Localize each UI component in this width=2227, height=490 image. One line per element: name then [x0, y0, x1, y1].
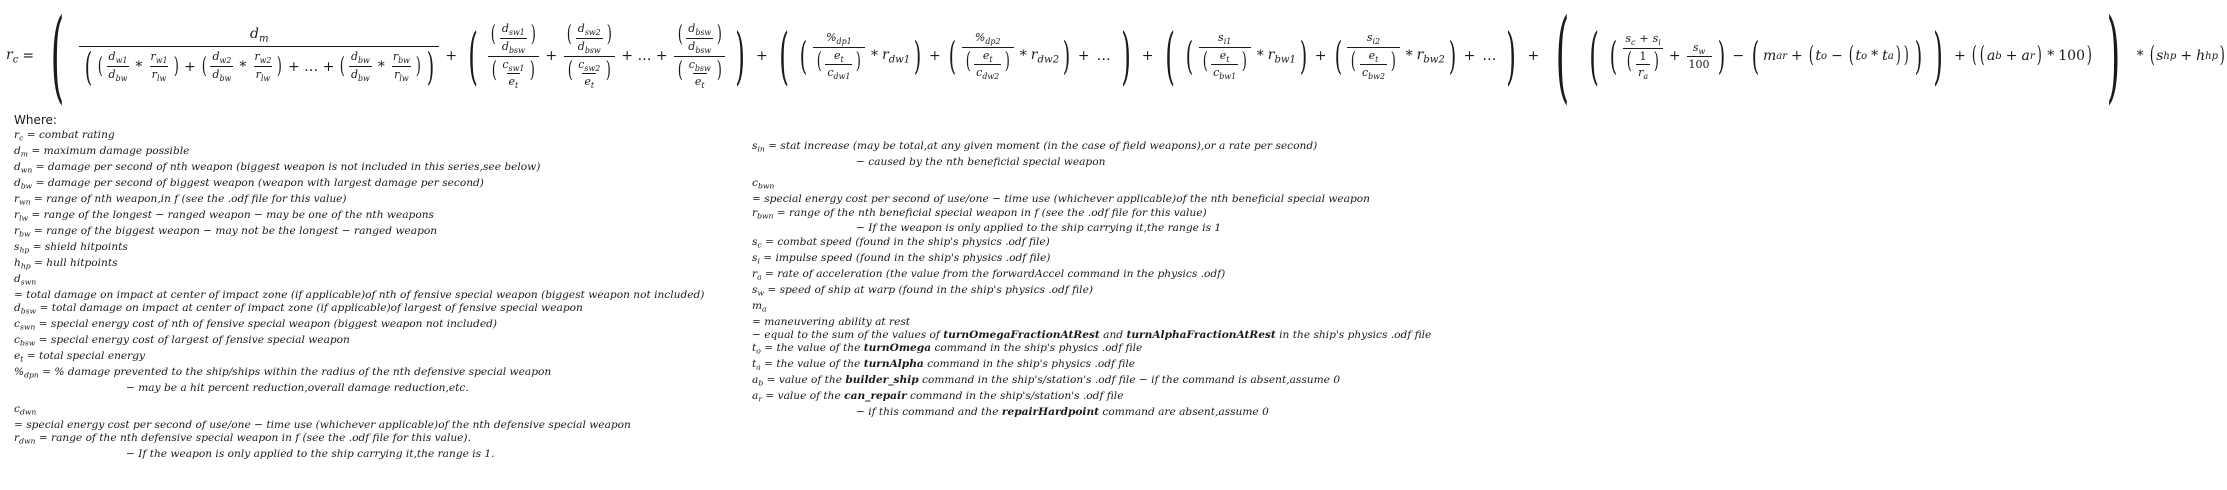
- definition-line: $d_{wn}$ = damage per second of nth weapon (biggest weapon is not included in this series,see below): [14, 161, 541, 175]
- definition-line: = total damage on impact at center of impact zone (if applicable)of nth of fensive special weapon (biggest weapon not included): [14, 288, 705, 301]
- def-ra: $r_a$ = rate of acceleration (the value from the forwardAccel command in the physics .odf): [752, 267, 1226, 282]
- def-sin-cont: − caused by the nth beneficial special weapon: [856, 155, 1106, 168]
- def-rdwn: $r_{dwn}$ = range of the nth defensive special weapon in f (see the .odf file for this value).: [14, 432, 471, 447]
- definition-line: $c_{bsw}$ = special energy cost of largest of fensive special weapon: [14, 334, 350, 348]
- equals-sign: =: [22, 48, 35, 64]
- where-label: Where:: [14, 113, 57, 127]
- defensive-fraction-1: $\%_{dp1}$ ( $\frac{e_t}{c_{dw1}}$ ): [813, 31, 865, 81]
- definition-line: $r_c$ = combat rating: [14, 129, 115, 143]
- def-rbwn-cont: − If the weapon is only applied to the ship carrying it,the range is 1: [856, 222, 1222, 235]
- definitions-left: [14, 114, 744, 462]
- def-ma-cont: − equal to the sum of the values of turnOmegaFractionAtRest and turnAlphaFractionAtRest in the ship's physics .odf file: [752, 328, 1432, 341]
- definition-line: $d_{bw}$ = damage per second of biggest weapon (weapon with largest damage per second): [14, 177, 484, 191]
- def-ar-cont: − if this command and the repairHardpoint command are absent,assume 0: [856, 405, 1269, 418]
- definition-line: $r_{lw}$ = range of the longest − ranged weapon − may be one of the nth weapons: [14, 209, 434, 223]
- def-to: $t_o$ = the value of the turnOmega command in the ship's physics .odf file: [752, 342, 1143, 356]
- definition-line: $\%_{dpn}$ = % damage prevented to the ship/ships within the radius of the nth defensive special weapon: [14, 365, 552, 380]
- definition-line: $d_{bsw}$ = total damage on impact at center of impact zone (if applicable)of largest of fensive special weapon: [14, 302, 583, 316]
- definition-line: $d_{swn}$: [14, 272, 37, 287]
- definition-line: $d_m$ = maximum damage possible: [14, 145, 190, 159]
- warp-fraction: $\frac{s_w}{100}$: [1688, 40, 1710, 72]
- definition-line: $c_{swn}$ = special energy cost of nth of fensive special weapon (biggest weapon not included): [14, 318, 498, 332]
- definition-line: $r_{wn}$ = range of nth weapon,in f (see the .odf file for this value): [14, 193, 347, 207]
- def-ma-text: = maneuvering ability at rest: [752, 315, 911, 328]
- speed-fraction: $s_c + s_i$ ( $\frac{1}{r_a}$ ): [1625, 31, 1661, 81]
- def-ar: $a_r$ = value of the can_repair command in the ship's/station's .odf file: [752, 389, 1124, 404]
- def-ab: $a_b$ = value of the builder_ship command in the ship's/station's .odf file − if the command is absent,assume 0: [752, 374, 1341, 388]
- offensive-special-fraction-2: ( $\frac{d_{sw2}}{d_{bsw}}$ ) ( $\frac{c_{sw2}}{e_t}$ ): [563, 22, 615, 90]
- definition-line: $e_t$ = total special energy: [14, 349, 146, 364]
- definition-line: $r_{bw}$ = range of the biggest weapon − may not be the longest − ranged weapon: [14, 225, 438, 239]
- left-definition-list: [14, 129, 744, 382]
- defensive-fraction-2: $\%_{dp2}$ ( $\frac{e_t}{c_{dw2}}$ ): [962, 31, 1014, 81]
- definitions-right: [752, 140, 1892, 419]
- def-ma: $m_a$: [752, 299, 767, 314]
- def-rbwn: $r_{bwn}$ = range of the nth beneficial special weapon in f (see the .odf file for this value): [752, 206, 1207, 221]
- def-sw: $s_w$ = speed of ship at warp (found in the ship's physics .odf file): [752, 283, 1093, 298]
- damage-fraction: $d_m$ ( ( $\frac{d_{w1}}{d_{bw}}$ * $\frac{r_{w1}}{r_{lw}}$ ) + ( $\frac{d_{w2}}{d_{bw}}$ * $\frac{r_{w2}}{r_{lw}}$ ) + … + ( $\frac{d_{bw}}{d_{bw}}$ * $\frac{r_{bw}}{r_{lw}}$ ) ): [79, 26, 439, 86]
- lhs: $r_c$: [6, 46, 19, 66]
- def-cbwn-text: = special energy cost per second of use/one − time use (whichever applicable)of the nth beneficial special weapon: [752, 193, 1370, 206]
- def-ta: $t_a$ = the value of the turnAlpha command in the ship's physics .odf file: [752, 358, 1135, 372]
- beneficial-fraction-2: $s_{i2}$ ( $\frac{e_t}{c_{bw2}}$ ): [1347, 31, 1399, 81]
- def-cdwn: $c_{dwn}$: [14, 403, 37, 417]
- def-sc: $s_c$ = combat speed (found in the ship's physics .odf file): [752, 235, 1050, 250]
- def-si: $s_i$ = impulse speed (found in the ship's physics .odf file): [752, 251, 1051, 266]
- def-sin: $s_{in}$ = stat increase (may be total,at any given moment (in the case of field weapons),or a rate per second): [752, 140, 1318, 154]
- beneficial-fraction-1: $s_{i1}$ ( $\frac{e_t}{c_{bw1}}$ ): [1199, 31, 1251, 81]
- defensive-note: − may be a hit percent reduction,overall damage reduction,etc.: [126, 381, 469, 394]
- def-cbwn: $c_{bwn}$: [752, 177, 775, 191]
- definition-line: $s_{hp}$ = shield hitpoints: [14, 240, 128, 255]
- definition-line: $h_{hp}$ = hull hitpoints: [14, 256, 118, 271]
- offensive-special-fraction-1: ( $\frac{d_{sw1}}{d_{bsw}}$ ) ( $\frac{c_{sw1}}{e_t}$ ): [487, 22, 539, 90]
- offensive-special-fraction-biggest: ( $\frac{d_{bsw}}{d_{bsw}}$ ) ( $\frac{c_{bsw}}{e_t}$ ): [674, 22, 726, 90]
- def-rdwn-note: − If the weapon is only applied to the ship carrying it,the range is 1.: [126, 448, 495, 461]
- def-cdwn-text: = special energy cost per second of use/one − time use (whichever applicable)of the nth defensive special weapon: [14, 419, 631, 432]
- combat-rating-equation: $r_c$ = ( $d_m$ ( ( $\frac{d_{w1}}{d_{bw}}$ * $\frac{r_{w1}}{r_{lw}}$ ) + ( $\frac{d_{w2}}{d_{bw}}$ * $\frac{r_{w2}}{r_{lw}}$ ) + … + ( $\frac{d_{bw}}{d_{bw}}$ * $\frac{r_{bw}}{r_{lw}}$ ) ) + ( ( $\frac{d_{sw1}}{d_{bsw}}$ ) ( $\frac{c_{sw1}}{e_t}$ ) + ( $\frac{d_{sw2}}{d_{bsw}}$ ) ( $\frac{c_{sw2}}{e_t}$ ) + … + ( $\frac{d_{bsw}}{d_{bsw}}$ ) ( $\frac{c_{bsw}}{e_t}$ ) ) + ( ( $\%_{dp1}$ ( $\frac{e_t}{c_{dw1}}$ ) * $r_{dw1}$ ) + ( $\%_{dp2}$ ( $\frac{e_t}{c_{dw2}}$ ) * $r_{dw2}$ ) + … ) + ( ( $s_{i1}$ ( $\frac{e_t}{c_{bw1}}$ ) * $r_{bw1}$ ) + ( $s_{i2}$ ( $\frac{e_t}{c_{bw2}}$ ) * $r_{bw2}$ ) + … ) + ( ( ( $s_c + s_i$ ( $\frac{1}{r_a}$ ) + $\frac{s_w}{100}$ ) − ( m ar + ( t o − ( t o * t a ) ) ) ) + ( ( a b + a r ) * 100 ) ) * ( s hp + h hp ): [6, 0, 2225, 114]
